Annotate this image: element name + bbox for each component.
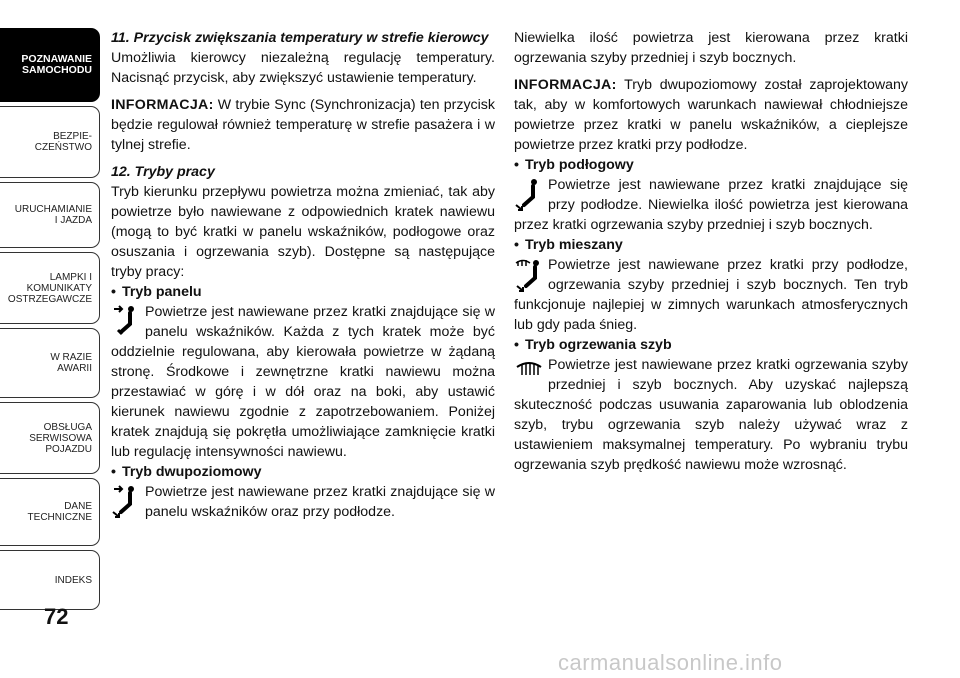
section-12-text: Tryb kierunku przepływu powietrza można zmieniać, tak aby powietrze było nawiewane z odpowiednich kratek nawiewu (mogą to być kratki w panelu wskaźników, podłogowe oraz osuszania i ogrzewania szyb). Dostępne są następujące tryby pracy: [111,184,495,280]
bullet: • [514,337,519,353]
right-column [514,28,908,475]
defrost-mode-label: Tryb ogrzewania szyb [524,337,672,353]
bullet: • [514,157,519,173]
tab-bezpieczenstwo[interactable]: BEZPIE- CZEŃSTWO [0,106,100,178]
bilevel-continued: Niewielka ilość powietrza jest kierowana przez kratki ogrzewania szyby przedniej i szyb bocznych. [514,30,908,66]
info-text: W trybie Sync (Synchronizacja) ten przycisk będzie regulował również temperaturę w strefie pasażera i w tylnej strefie. [111,97,495,153]
info-note-1 [111,95,495,155]
tab-dane-techniczne[interactable]: DANE TECHNICZNE [0,478,100,546]
mix-mode-title [514,235,908,255]
floor-mode-icon [514,177,544,213]
defrost-mode-description: Powietrze jest nawiewane przez kratki ogrzewania szyby przedniej i szyb bocznych. Aby uzyskać najlepszą skuteczność podczas usuwania zaparowania lub oblodzenia szyb, trybu ogrzewania szyb należy używać wraz z ustawieniem maksymalnej temperatury. Po wybraniu trybu ogrzewania szyb prędkość nawiewu może wzrosnąć. [514,357,908,473]
bullet: • [111,464,116,480]
defrost-mode-title [514,335,908,355]
section-11-title: 11. Przycisk zwiększania temperatury w strefie kierowcy [111,30,489,46]
floor-mode-title [514,155,908,175]
bilevel-mode-title [111,462,495,482]
tab-poznawanie-samochodu[interactable]: POZNAWANIE SAMOCHODU [0,28,100,102]
page-number: 72 [44,604,69,629]
bilevel-mode-label: Tryb dwupoziomowy [121,464,262,480]
mix-mode-icon [514,257,544,293]
defrost-mode-icon [514,357,544,393]
bilevel-mode-text [111,482,495,522]
info-label: INFORMACJA: [111,97,214,113]
info-note-2 [514,75,908,155]
bilevel-mode-icon [111,484,141,520]
bullet: • [111,284,116,300]
bullet: • [514,237,519,253]
section-12-title: 12. Tryby pracy [111,164,215,180]
left-column [111,28,495,522]
panel-mode-description: Powietrze jest nawiewane przez kratki znajdujące się w panelu wskaźników. Każda z tych kratek może być oddzielnie regulowana, aby kierowała powietrze w żądaną stronę. Środkowe i zewnętrzne kratki nawiewu można przestawiać w górę i w dół oraz na boki, aby ustawić kierunek nawiewu zgodnie z zapotrzebowaniem. Poniżej kratek znajdują się pokrętła umożliwiające zamknięcie kratki lub regulację intensywności nawiewu. [111,304,495,460]
floor-mode-label: Tryb podłogowy [524,157,634,173]
panel-mode-icon [111,304,141,340]
floor-mode-text [514,175,908,235]
panel-mode-text [111,302,495,462]
watermark: carmanualsonline.info [558,650,783,675]
info-label: INFORMACJA: [514,77,617,93]
info-text: Tryb dwupoziomowy został zaprojektowany tak, aby w komfortowych warunkach nawiewał chłodniejsze powietrze przez kratki w panelu wskaźników, a cieplejsze powietrze przez kratki przy podłodze. [514,77,908,153]
tab-lampki-i-komunikaty[interactable]: LAMPKI I KOMUNIKATY OSTRZEGAWCZE [0,252,100,324]
section-11-text: Umożliwia kierowcy niezależną regulację temperatury. Nacisnąć przycisk, aby zwiększyć ustawienie temperatury. [111,50,495,86]
tab-obsluga-serwisowa[interactable]: OBSŁUGA SERWISOWA POJAZDU [0,402,100,474]
mix-mode-description: Powietrze jest nawiewane przez kratki przy podłodze, ogrzewania szyby przedniej i szyb bocznych. Ten tryb funkcjonuje najlepiej w zimnych warunkach atmosferycznych lub gdy pada śnieg. [514,257,908,333]
tab-uruchamianie-i-jazda[interactable]: URUCHAMIANIE I JAZDA [0,182,100,248]
floor-mode-description: Powietrze jest nawiewane przez kratki znajdujące się przy podłodze. Niewielka ilość powietrza jest kierowana przez kratki ogrzewania szyby przedniej i szyb bocznych. [514,177,908,233]
tab-indeks[interactable]: INDEKS [0,550,100,610]
tab-w-razie-awarii[interactable]: W RAZIE AWARII [0,328,100,398]
mix-mode-text [514,255,908,335]
panel-mode-title [111,282,495,302]
mix-mode-label: Tryb mieszany [524,237,623,253]
defrost-mode-text [514,355,908,475]
panel-mode-label: Tryb panelu [121,284,202,300]
bilevel-mode-description: Powietrze jest nawiewane przez kratki znajdujące się w panelu wskaźników oraz przy podłodze. [145,484,495,520]
